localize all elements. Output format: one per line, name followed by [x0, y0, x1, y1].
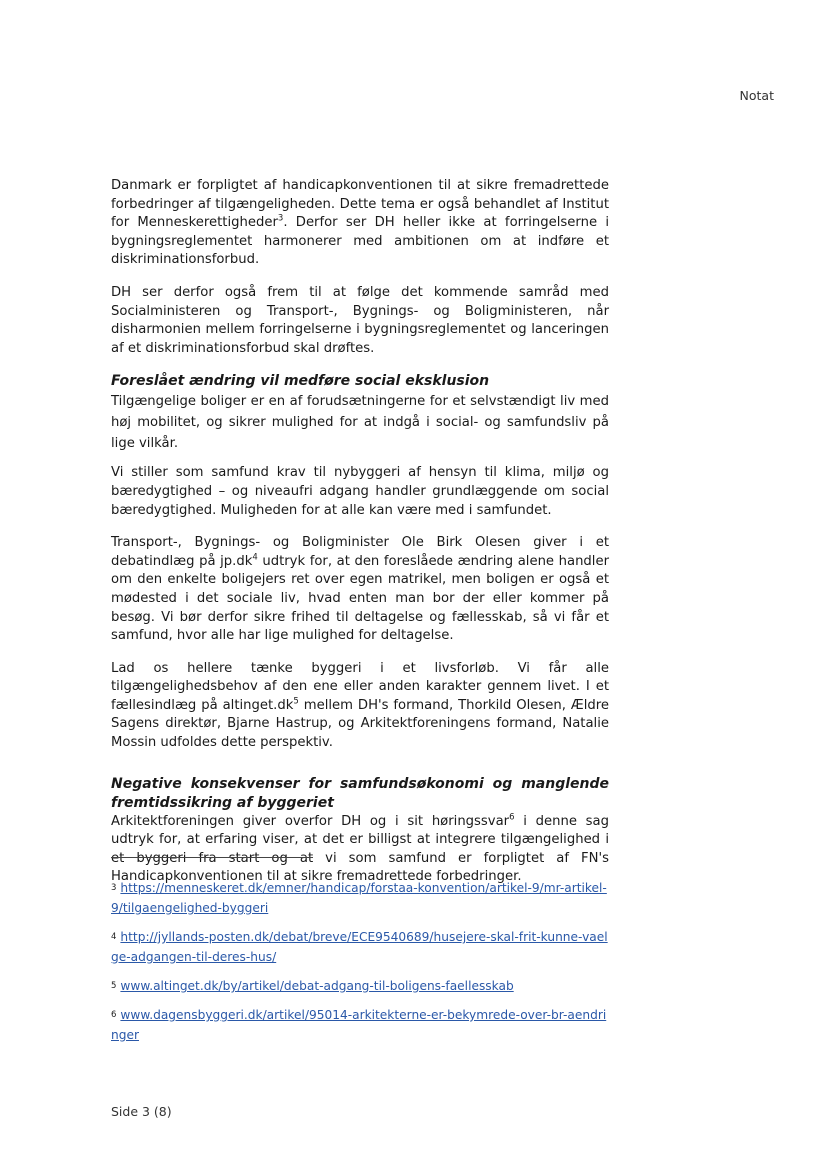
body-text: [111, 177, 609, 887]
footnote-ref-3[interactable]: 3: [277, 213, 284, 224]
footnote-ref-5[interactable]: 5: [293, 696, 299, 707]
footnote-divider: [111, 857, 313, 858]
document-type-label: Notat: [739, 88, 774, 103]
paragraph-4: Vi stiller som samfund krav til nybyggeri af hensyn til klima, miljø og bæredygtighed – og niveaufri adgang handler grundlæggende om social bæredygtighed. Muligheden for at alle kan være med i samfundet.: [111, 465, 609, 518]
page-number: Side 3 (8): [111, 1104, 172, 1119]
footnote-number: 4: [111, 932, 117, 942]
footnote-link-5[interactable]: www.altinget.dk/by/artikel/debat-adgang-til-boligens-faellesskab: [120, 979, 514, 993]
footnotes: [111, 878, 611, 1054]
section-heading-social-exclusion: Foreslået ændring vil medføre social eksklusion: [111, 373, 490, 390]
footnote-link-4[interactable]: http://jyllands-posten.dk/debat/breve/ECE9540689/husejere-skal-frit-kunne-vaelge-adgangen-til-deres-hus/: [111, 930, 608, 964]
footnote-number: 3: [111, 883, 117, 893]
paragraph-5: Transport-, Bygnings- og Boligminister Ole Birk Olesen giver i et debatindlæg på $jp.dk^4$ udtryk for, at den foreslåede ændring alene handler om den enkelte boligejers ret over egen matrikel, men boligen er også et mødested i det sociale liv, hvad enten man bor der eller kommer på besøg. Vi bør derfor sikre frihed til deltagelse og fællesskab, så vi får et samfund, hvor alle har lige mulighed for deltagelse.: [111, 535, 609, 644]
paragraph-1: Danmark er forpligtet af handicapkonventionen til at sikre fremadrettede forbedringer af tilgængeligheden. Dette tema er også behandlet af Institut for Menneskerettigheder$^3$. Derfor ser DH heller ikke at forringelserne i bygningsreglementet harmonerer med ambitionen om at indføre et diskriminationsforbud.: [111, 178, 610, 268]
section-heading-negative-consequences: Negative konsekvenser for samfundsøkonomi og manglende fremtidssikring af byggeriet: [111, 775, 609, 811]
footnote-5: [111, 976, 611, 996]
paragraph-3: Tilgængelige boliger er en af forudsætningerne for et selvstændigt liv med høj mobilitet, og sikrer mulighed for at indgå i social- og samfundsliv på lige vilkår.: [111, 394, 609, 452]
footnote-number: 6: [111, 1010, 117, 1020]
footnote-3: [111, 878, 611, 918]
footnote-link-3[interactable]: https://menneskeret.dk/emner/handicap/forstaa-konvention/artikel-9/mr-artikel-9/tilgaengelighed-byggeri: [111, 881, 607, 915]
footnote-number: 5: [111, 981, 117, 991]
footnote-6: [111, 1005, 611, 1045]
footnote-4: [111, 927, 611, 967]
footnote-ref-4[interactable]: 4: [252, 552, 258, 563]
paragraph-6: Lad os hellere tænke byggeri i et livsforløb. Vi får alle tilgængelighedsbehov af den ene eller anden karakter gennem livet. I et fællesindlæg på $altinget.dk^5$ mellem DH's formand, Thorkild Olesen, Ældre Sagens direktør, Bjarne Hastrup, og Arkitektforeningens formand, Natalie Mossin udfoldes dette perspektiv.: [111, 660, 609, 751]
footnote-link-6[interactable]: www.dagensbyggeri.dk/artikel/95014-arkitekterne-er-bekymrede-over-br-aendringer: [111, 1008, 607, 1042]
paragraph-2: DH ser derfor også frem til at følge det kommende samråd med Socialministeren og Transport-, Bygnings- og Boligministeren, når disharmonien mellem forringelserne i bygningsreglementet og lanceringen af et diskriminationsforbud skal drøftes.: [111, 284, 609, 356]
footnote-ref-6[interactable]: 6: [509, 812, 515, 823]
paragraph-7: Arkitektforeningen giver overfor DH og i sit høringssvar$^6$ i denne sag udtryk for, at erfaring viser, at det er billigst at integrere tilgængelighed i et byggeri fra start og at vi som samfund er forpligtet af FN's Handicapkonventionen til at sikre fremadrettede forbedringer.: [111, 812, 609, 885]
